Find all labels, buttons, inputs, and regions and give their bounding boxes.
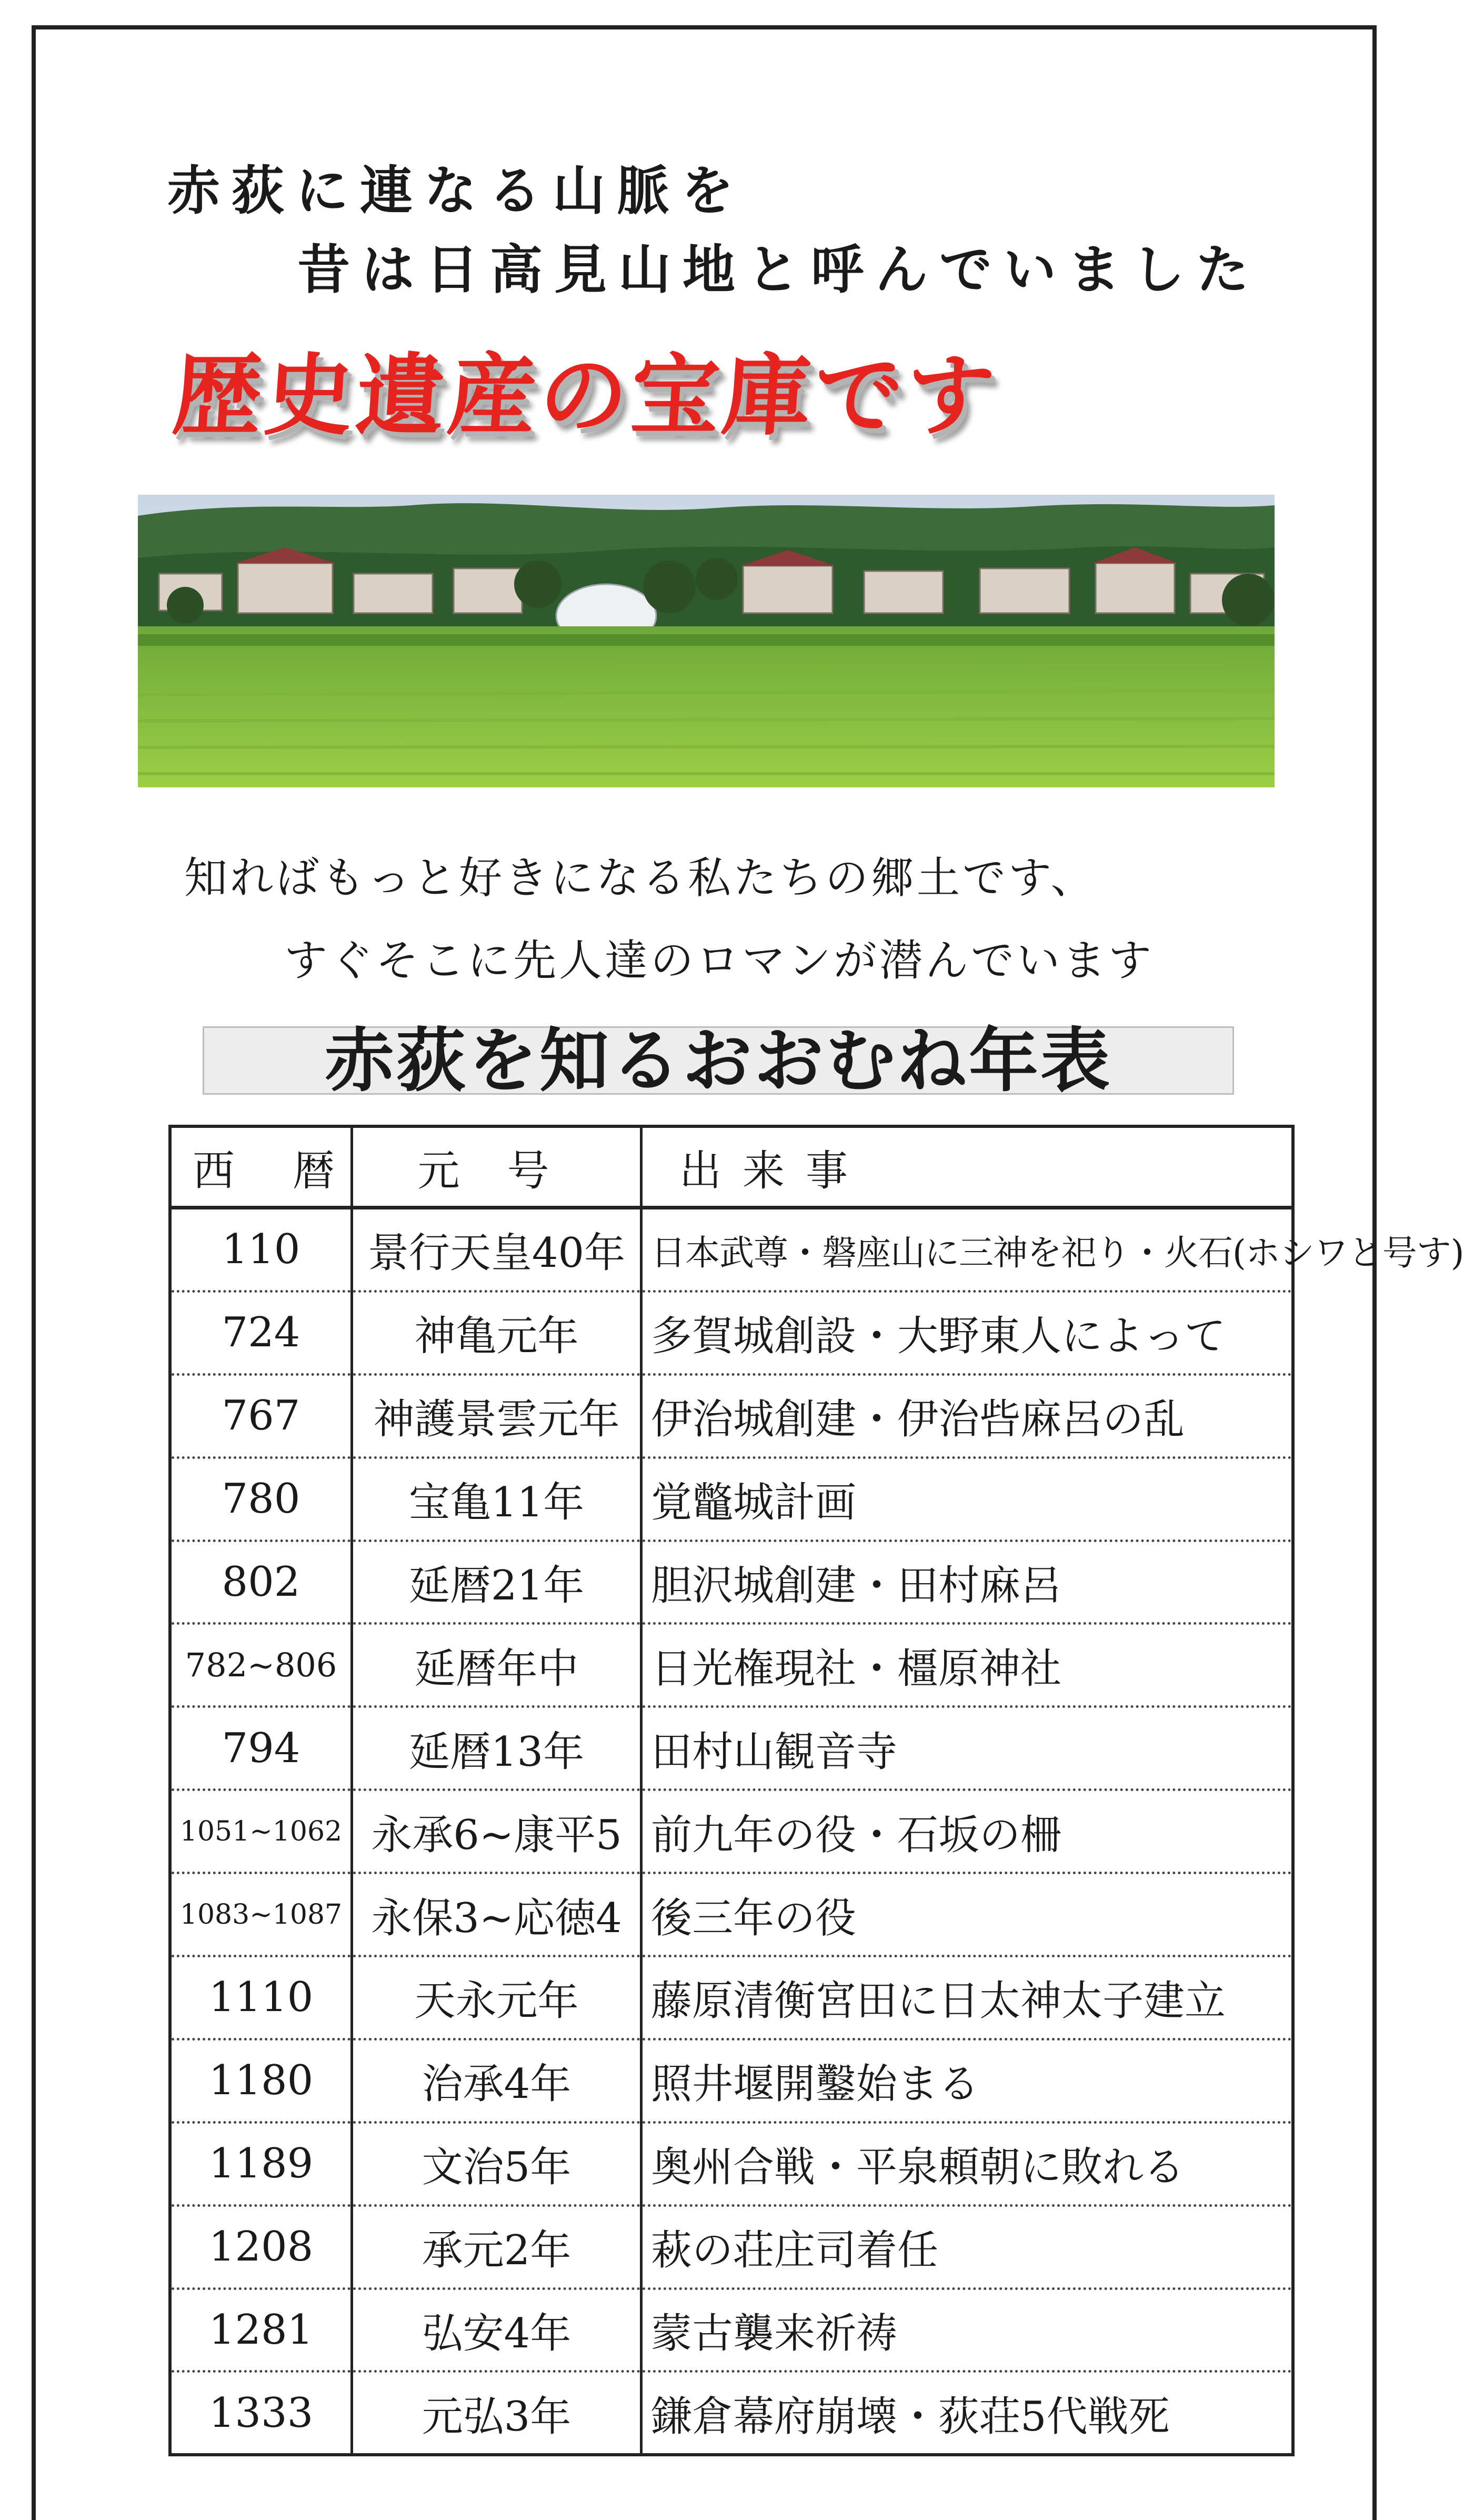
table-row (170, 2372, 1293, 2455)
era-cell: 景行天皇40年 (352, 1208, 641, 1292)
table-row (170, 1541, 1293, 1624)
table-row (170, 1790, 1293, 1873)
year-cell: 110 (170, 1208, 352, 1292)
event-cell: 伊治城創建・伊治呰麻呂の乱 (641, 1374, 1293, 1457)
year-cell: 1110 (170, 1956, 352, 2039)
era-cell: 延暦21年 (352, 1541, 641, 1624)
event-cell: 覚鼈城計画 (641, 1457, 1293, 1541)
year-cell: 1189 (170, 2122, 352, 2205)
event-cell: 藤原清衡宮田に日太神太子建立 (641, 1956, 1293, 2039)
heading-line-1: 赤荻に連なる山脈を (167, 159, 745, 222)
header-era: 元号 (352, 1126, 641, 1208)
era-cell: 延暦年中 (352, 1624, 641, 1707)
intro-line-2: すぐそこに先人達のロマンが潜んでいます (284, 936, 1155, 986)
landscape-illustration (138, 495, 1275, 787)
timeline-title: 赤荻を知るおおむね年表 (203, 1026, 1234, 1095)
year-cell: 767 (170, 1374, 352, 1457)
event-cell: 前九年の役・石坂の柵 (641, 1790, 1293, 1873)
event-cell: 日光権現社・橿原神社 (641, 1624, 1293, 1707)
era-cell: 永保3~応徳4 (352, 1873, 641, 1956)
event-cell: 胆沢城創建・田村麻呂 (641, 1541, 1293, 1624)
era-cell: 弘安4年 (352, 2288, 641, 2372)
timeline-header-row (170, 1126, 1293, 1208)
table-row (170, 2039, 1293, 2122)
header-year: 西暦 (170, 1126, 352, 1208)
event-cell: 萩の荘庄司着任 (641, 2205, 1293, 2288)
event-cell: 鎌倉幕府崩壊・荻荘5代戦死 (641, 2372, 1293, 2455)
table-row (170, 1374, 1293, 1457)
event-cell: 奥州合戦・平泉頼朝に敗れる (641, 2122, 1293, 2205)
year-cell: 794 (170, 1707, 352, 1790)
banner-title: 歴史遺産の宝庫です (169, 343, 1001, 447)
event-cell: 照井堰開鑿始まる (641, 2039, 1293, 2122)
year-cell: 1180 (170, 2039, 352, 2122)
year-cell: 1051~1062 (170, 1790, 352, 1873)
table-row (170, 1457, 1293, 1541)
era-cell: 延暦13年 (352, 1707, 641, 1790)
year-cell: 802 (170, 1541, 352, 1624)
table-row (170, 2122, 1293, 2205)
event-cell: 日本武尊・磐座山に三神を祀り・火石(ホシワと号す) (641, 1208, 1293, 1292)
year-cell: 780 (170, 1457, 352, 1541)
year-cell: 724 (170, 1291, 352, 1374)
era-cell: 神亀元年 (352, 1291, 641, 1374)
table-row (170, 1624, 1293, 1707)
era-cell: 文治5年 (352, 2122, 641, 2205)
year-cell: 1208 (170, 2205, 352, 2288)
intro-line-1: 知ればもっと好きになる私たちの郷土です、 (184, 853, 1097, 903)
heading-line-2: 昔は日高見山地と呼んでいました (297, 238, 1260, 301)
event-cell: 後三年の役 (641, 1873, 1293, 1956)
header-event: 出来事 (641, 1126, 1293, 1208)
table-row (170, 2205, 1293, 2288)
era-cell: 元弘3年 (352, 2372, 641, 2455)
year-cell: 782~806 (170, 1624, 352, 1707)
landscape-photo (138, 495, 1275, 787)
era-cell: 承元2年 (352, 2205, 641, 2288)
event-cell: 蒙古襲来祈祷 (641, 2288, 1293, 2372)
table-row (170, 1208, 1293, 1292)
year-cell: 1333 (170, 2372, 352, 2455)
event-cell: 多賀城創設・大野東人によって (641, 1291, 1293, 1374)
era-cell: 神護景雲元年 (352, 1374, 641, 1457)
year-cell: 1083~1087 (170, 1873, 352, 1956)
table-row (170, 1956, 1293, 2039)
timeline-table (168, 1125, 1464, 2456)
event-cell: 田村山観音寺 (641, 1707, 1293, 1790)
table-row (170, 1707, 1293, 1790)
table-row (170, 2288, 1293, 2372)
era-cell: 天永元年 (352, 1956, 641, 2039)
table-row (170, 1873, 1293, 1956)
era-cell: 治承4年 (352, 2039, 641, 2122)
year-cell: 1281 (170, 2288, 352, 2372)
table-row (170, 1291, 1293, 1374)
era-cell: 永承6~康平5 (352, 1790, 641, 1873)
era-cell: 宝亀11年 (352, 1457, 641, 1541)
